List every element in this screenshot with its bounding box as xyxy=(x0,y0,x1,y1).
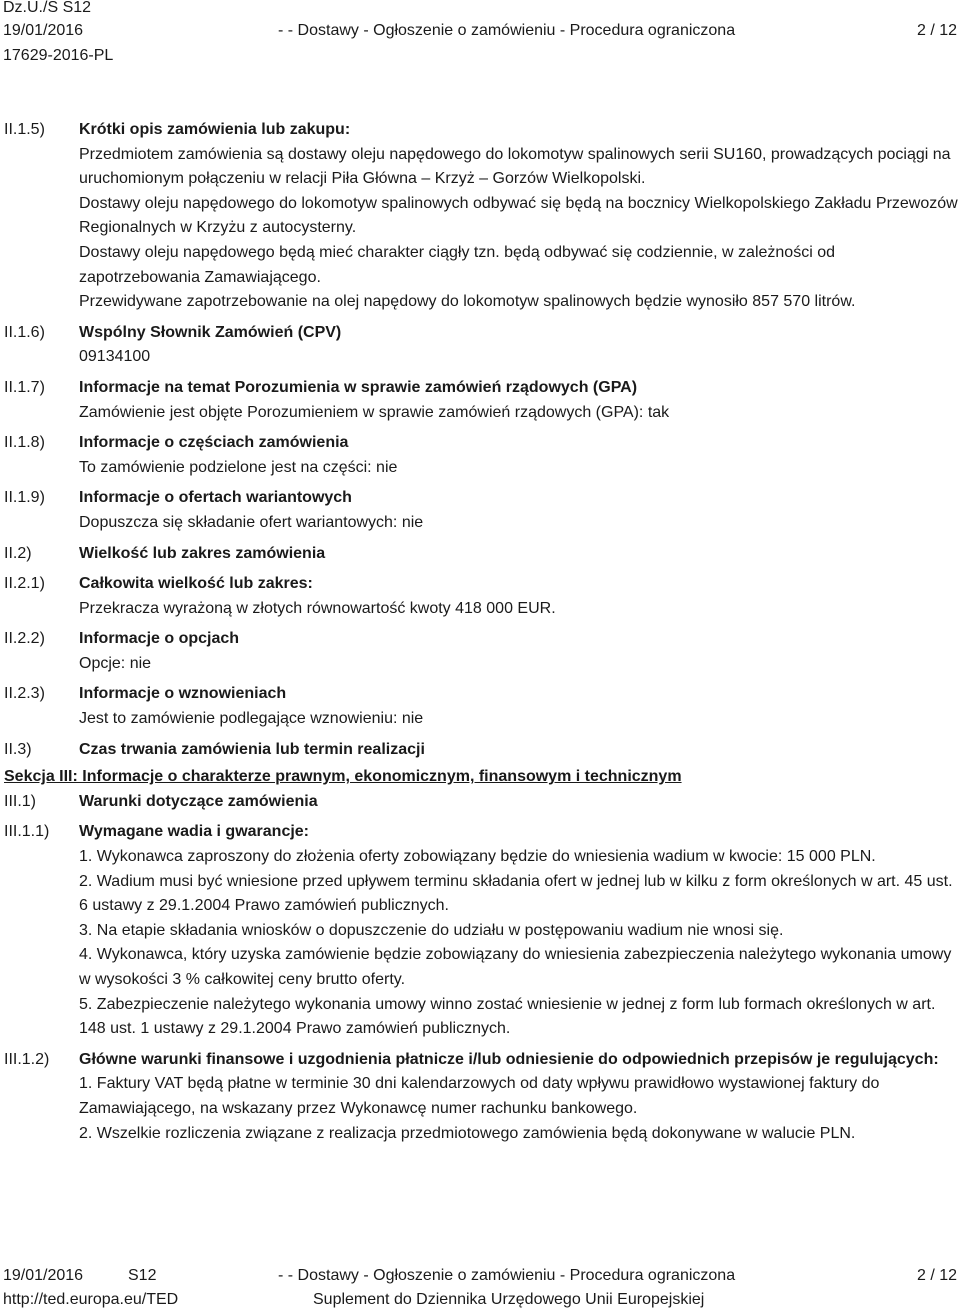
section-text: 3. Na etapie składania wniosków o dopuszczenie do udziału w postępowaniu wadium nie wnosi się. xyxy=(79,921,784,939)
footer-series: S12 xyxy=(128,1267,157,1284)
section-text: 5. Zabezpieczenie należytego wykonania umowy winno zostać wniesienie w jednej z form lub formach określonych w art. 148 ust. 1 ustawy z 29.1.2004 Prawo zamówień publicznych. xyxy=(79,995,936,1038)
section-text: Przewidywane zapotrzebowanie na olej napędowy do lokomotyw spalinowych będzie wynosiło 857 570 litrów. xyxy=(79,293,856,311)
section-content xyxy=(79,572,959,621)
section-content xyxy=(79,376,959,425)
section-content xyxy=(79,790,959,815)
footer-title: - - Dostawy - Ogłoszenie o zamówieniu - Procedura ograniczona xyxy=(278,1267,736,1284)
section-text: Dostawy oleju napędowego będą mieć charakter ciągły tzn. będą odbywać się codziennie, w zależności od zapotrzebowania Zamawiającego. xyxy=(79,243,835,286)
section-text: Zamówienie jest objęte Porozumieniem w sprawie zamówień rządowych (GPA): tak xyxy=(79,403,670,421)
section-text: 1. Faktury VAT będą płatne w terminie 30 dni kalendarzowych od daty wpływu prawidłowo wystawionej faktury do Zamawiającego, na wskazany przez Wykonawcę numer rachunku bankowego. xyxy=(79,1075,880,1117)
section-number: II.1.9) xyxy=(4,489,45,507)
section-heading: Wielkość lub zakres zamówienia xyxy=(79,544,326,562)
section-content xyxy=(79,738,959,763)
section-number: III.1) xyxy=(4,792,37,810)
section-text: 1. Wykonawca zaproszony do złożenia oferty zobowiązany będzie do wniesienia wadium w kwocie: 15 000 PLN. xyxy=(79,848,876,866)
section-content xyxy=(79,321,959,370)
header-title: - - Dostawy - Ogłoszenie o zamówieniu - Procedura ograniczona xyxy=(278,22,736,39)
section-text: Opcje: nie xyxy=(79,654,152,672)
section-text: Jest to zamówienie podlegające wznowieniu: nie xyxy=(79,710,424,728)
section-number: II.1.7) xyxy=(4,378,45,396)
section-number: II.1.5) xyxy=(4,121,45,138)
section-text: 4. Wykonawca, który uzyska zamówienie będzie zobowiązany do wniesienia zabezpieczenia należytego wykonania umowy w wysokości 3 % całkowitej ceny brutto oferty. xyxy=(79,946,952,988)
section-row xyxy=(0,790,960,815)
header-date: 19/01/2016 xyxy=(3,22,84,39)
section-number: II.1.6) xyxy=(4,323,45,341)
section-heading: Krótki opis zamówienia lub zakupu: xyxy=(79,121,351,138)
section-row xyxy=(0,431,960,480)
section-heading: Wymagane wadia i gwarancje: xyxy=(79,823,310,841)
section-content xyxy=(79,431,959,480)
section-heading: Informacje na temat Porozumienia w sprawie zamówień rządowych (GPA) xyxy=(79,378,638,396)
section-content xyxy=(79,1048,959,1146)
document-body xyxy=(0,118,960,1146)
section-number: III.1.1) xyxy=(4,823,50,841)
section-text: 2. Wadium musi być wniesione przed upływem terminu składania ofert w jednej lub w kilku z form określonych w art. 45 ust. 6 ustawy z 29.1.2004 Prawo zamówień publicznych. xyxy=(79,872,953,915)
section-row xyxy=(0,820,960,1041)
section-content xyxy=(79,542,959,567)
section-row xyxy=(0,572,960,621)
section-heading: Informacje o wznowieniach xyxy=(79,685,287,703)
section-content xyxy=(79,627,959,676)
page-number: 2 / 12 xyxy=(916,22,957,39)
section-3-list xyxy=(0,790,960,1146)
footer-supplement: Suplement do Dziennika Urzędowego Unii Europejskiej xyxy=(313,1291,705,1308)
journal-ref: Dz.U./S S12 xyxy=(3,0,92,16)
section-text: 09134100 xyxy=(79,348,151,366)
section-heading: Czas trwania zamówienia lub termin realizacji xyxy=(79,740,425,758)
footer-date: 19/01/2016 xyxy=(3,1267,84,1284)
section-row xyxy=(0,376,960,425)
footer-page: 2 / 12 xyxy=(916,1267,957,1284)
section-heading: Całkowita wielkość lub zakres: xyxy=(79,575,313,593)
section-text: 2. Wszelkie rozliczenia związane z realizacja przedmiotowego zamówienia będą dokonywane w walucie PLN. xyxy=(79,1124,856,1142)
footer-url: http://ted.europa.eu/TED xyxy=(3,1291,179,1308)
section-number: III.1.2) xyxy=(4,1050,50,1068)
section-number: II.3) xyxy=(4,740,32,758)
section-number: II.2) xyxy=(4,544,32,562)
section-2-list xyxy=(0,118,960,762)
section-row xyxy=(0,682,960,731)
section-heading: Informacje o częściach zamówienia xyxy=(79,434,349,452)
section-heading: Główne warunki finansowe i uzgodnienia płatnicze i/lub odniesienie do odpowiednich przepisów je regulujących: xyxy=(79,1050,939,1068)
section-text: Przedmiotem zamówienia są dostawy oleju napędowego do lokomotyw spalinowych serii SU160, prowadzących pociągi na uruchomionym połączeniu w relacji Piła Główna – Krzyż – Gorzów Wielkopolski. xyxy=(79,145,951,188)
section-number: II.2.2) xyxy=(4,630,45,648)
page-header xyxy=(0,0,960,70)
doc-number: 17629-2016-PL xyxy=(3,47,114,64)
section-row xyxy=(0,738,960,763)
section-heading: Informacje o opcjach xyxy=(79,630,240,648)
section-row xyxy=(0,118,960,315)
section-heading: Wspólny Słownik Zamówień (CPV) xyxy=(79,323,342,341)
section-content xyxy=(79,486,959,535)
section-text: To zamówienie podzielone jest na części: nie xyxy=(79,458,398,476)
section-content xyxy=(79,682,959,731)
section-row xyxy=(0,542,960,567)
section-heading: Warunki dotyczące zamówienia xyxy=(79,792,318,810)
section-row xyxy=(0,486,960,535)
section-text: Dostawy oleju napędowego do lokomotyw spalinowych odbywać się będą na bocznicy Wielkopolskiego Zakładu Przewozów Regionalnych w Krzyżu z autocysterny. xyxy=(79,194,958,237)
section-number: II.1.8) xyxy=(4,434,45,452)
section-content xyxy=(79,118,959,315)
section-number: II.2.1) xyxy=(4,575,45,593)
section-heading: Informacje o ofertach wariantowych xyxy=(79,489,352,507)
section-text: Dopuszcza się składanie ofert wariantowych: nie xyxy=(79,513,424,531)
section-content xyxy=(79,820,959,1041)
section-row xyxy=(0,321,960,370)
section-3-title: Sekcja III: Informacje o charakterze prawnym, ekonomicznym, finansowym i technicznym xyxy=(4,768,682,786)
section-row xyxy=(0,627,960,676)
section-text: Przekracza wyrażoną w złotych równowartość kwoty 418 000 EUR. xyxy=(79,599,556,617)
section-row xyxy=(0,1048,960,1146)
section-number: II.2.3) xyxy=(4,685,45,703)
